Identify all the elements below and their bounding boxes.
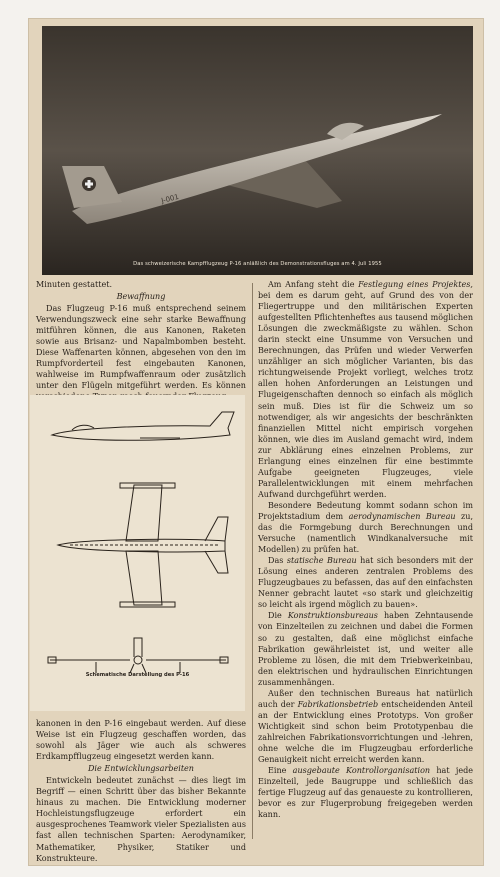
paragraph-cannons: kanonen in den P-16 eingebaut werden. Auf diese Weise ist ein Flugzeug geschaffen worden, das sowohl als Jäger wie auch als schweres Erdkampfflugzeug eingesetzt werden kann. [36,719,246,762]
paragraph-minutes: Minuten gestattet. [36,280,113,289]
front-view-drawing [48,638,228,673]
left-column-upper [36,279,246,403]
paragraph-aero-bureau: Besondere Bedeutung kommt sodann schon im Projektstadium dem aerodynamischen Bureau zu, das die Formgebung durch Berechnungen und Versuche (namentlich Windkanalversuche mit Modellen) zu prüfen hat. [258,500,474,555]
aircraft-photo [42,26,473,275]
paragraph-armament: Das Flugzeug P-16 muß entsprechend seinem Verwendungszweck eine sehr starke Bewaffnung mitführen können, die aus Kanonen, Raketen sowie aus Brisanz- und Napalmbomben besteht. Diese Waffenarten können, abgesehen von den im Rumpfvorderteil fest eingebauten Kanonen, wahlweise im Rumpfwaffenraum oder zusätzlich unter den Flügeln mitgeführt werden. Es können [36,304,246,391]
top-view-drawing [58,483,228,607]
right-column [258,279,473,820]
column-divider [252,283,253,839]
paragraph-project: Am Anfang steht die Festlegung eines Projektes, bei dem es darum geht, auf Grund des von der Fliegertruppe und den militärischen Experten aufgestellten Pflichtenheftes aus tausend möglichen Lösungen die zweckmäßigste zu wählen. Schon darin steckt eine Unsumme von Versuchen und Berechnungen, das Prüfen und wieder Verwerfen unzähliger an sich möglicher Varianten, bis das richtungweisende Projekt vorliegt, welches trotz allen hohen Anforderungen an Leistungen und Flugeigenschaften dennoch so einfach als möglich sein muß. Dies ist für die Schweiz um so notwendiger, als wir angesichts der beschränkten finanziellen Mittel nicht empirisch vorgehen können, wie dies im Ausland gemacht wird, indem zur Abklärung eines einzelnen Problems, zur Erlangung eines einzelnen für eine bestimmte Aufgabe geeigneten Flugzeuges, viele Parallelentwicklungen mit einem mehrfachen Aufwand durchgeführt werden. [258,280,473,499]
side-view-drawing [52,412,234,440]
heading-development: Die Entwicklungsarbeiten [87,764,194,774]
paragraph-construction-bureaus: Die Konstruktionsbureaus haben Zehntausende von Einzelteilen zu zeichnen und dabei die Formen so zu gestalten, daß eine möglichst einfache Fabrikation gewährleistet ist, und weiter alle Probleme zu lösen, die mit dem Triebwerkeinbau, den elektrischen und hydraulischen Einrichtungen zusammenhängen. [258,611,473,687]
paragraph-control: Eine ausgebaute Kontrollorganisation hat jede Einzelteil, jede Baugruppe und schließlich das fertige Flugzeug auf das genaueste zu kontrollieren, bevor es zur Flugerprobung freigegeben werden kann. [258,766,473,820]
schematic-drawings [30,395,245,711]
figure-caption: Schematische Darstellung des P-16 [85,672,190,678]
left-column-lower [36,718,246,864]
paragraph-development: Entwickeln bedeutet zunächst — dies liegt im Begriff — einen Schritt über das bisher Bekannte hinaus zu machen. Die Entwicklung moderner Hochleistungsflugzeuge erfordert ein ausgesprochenes Teamwork vieler Spezialisten aus fast allen technischen Sparten: Aerodynamiker, Mathematiker, Physiker, Statiker und Konstrukteure. [36,776,246,863]
jet-tail-code: J-001 [160,192,180,205]
photo-caption: Das schweizerische Kampfflugzeug P-16 anläßlich des Demonstrationsfluges am 4. Juli 1955 [133,261,382,267]
heading-armament: Bewaffnung [116,292,166,302]
paragraph-static-bureau: Das statische Bureau hat sich besonders mit der Lösung eines anderen zentralen Problems des Flugzeugbaues zu befassen, das auf den einfachsten Nenner gebracht lautet «so stark und gleichzeitig so leicht als irgend möglich zu bauen». [258,556,473,610]
schematic-figure [30,395,245,711]
jet-photo-illustration [42,26,473,275]
paragraph-fabrication: Außer den technischen Bureaus hat natürlich auch der Fabrikationsbetrieb entscheidenden Anteil an der Entwicklung eines Prototyps. Von großer Wichtigkeit sind schon beim Prototypenbau die zahlreichen Fabrikationsvorrichtungen und -lehren, ohne welche die im Flugzeugbau erforderliche Genauigkeit nicht erreicht werden kann. [258,688,473,765]
